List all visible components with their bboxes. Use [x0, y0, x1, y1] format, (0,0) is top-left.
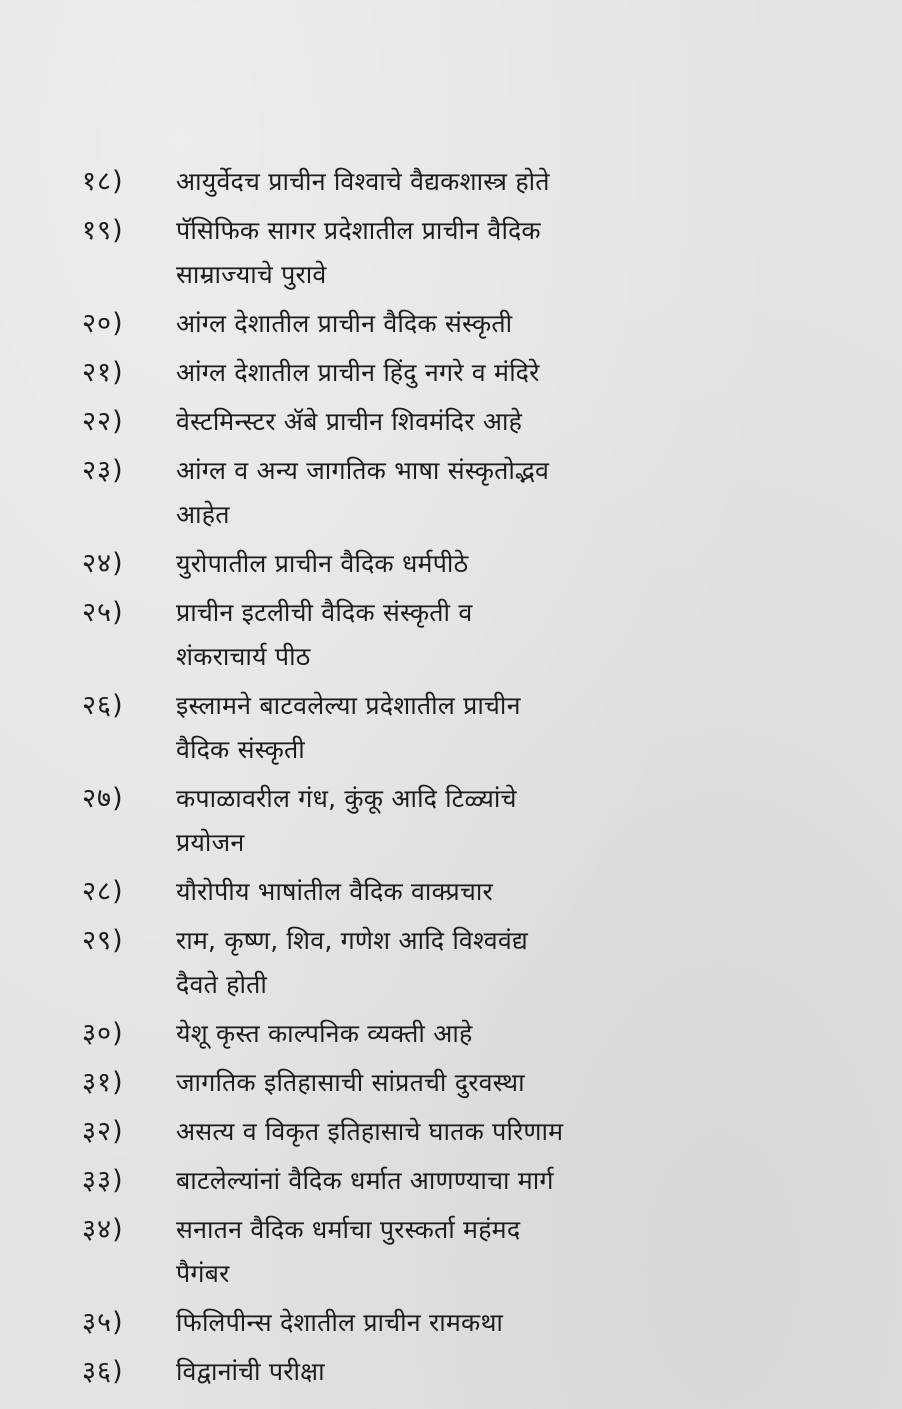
entry-number: २४) [82, 548, 124, 579]
entry-title [176, 449, 682, 537]
contents-entry [82, 209, 682, 297]
contents-entry [82, 351, 682, 395]
entry-title-line: युरोपातील प्राचीन वैदिक धर्मपीठे [176, 549, 469, 578]
entry-number: २०) [82, 308, 124, 339]
entry-number: ३६) [82, 1356, 124, 1387]
contents-entry [82, 1301, 682, 1345]
entry-title [176, 1159, 682, 1203]
entry-title [176, 1012, 682, 1056]
contents-entry [82, 1208, 682, 1296]
contents-entry [82, 449, 682, 537]
entry-title-line: येशू कृस्त काल्पनिक व्यक्ती आहे [176, 1019, 473, 1048]
entry-title [176, 209, 682, 297]
entry-title-line: पैगंबर [176, 1259, 230, 1288]
entry-number: ३२) [82, 1116, 124, 1147]
entry-title [176, 1061, 682, 1105]
contents-entry [82, 919, 682, 1007]
entry-title [176, 302, 682, 346]
entry-title [176, 400, 682, 444]
entry-number: १८) [82, 166, 124, 197]
contents-entry [82, 542, 682, 586]
contents-entry [82, 160, 682, 204]
entry-number: १९) [82, 215, 124, 246]
entry-title-line: आहेत [176, 500, 230, 529]
contents-entry [82, 684, 682, 772]
entry-title [176, 777, 682, 865]
entry-title-line: पॅसिफिक सागर प्रदेशातील प्राचीन वैदिक [176, 216, 541, 245]
entry-number: २९) [82, 925, 124, 956]
entry-number: २२) [82, 406, 124, 437]
entry-number: २६) [82, 690, 124, 721]
entry-title-line: असत्य व विकृत इतिहासाचे घातक परिणाम [176, 1117, 564, 1146]
entry-title [176, 160, 682, 204]
entry-title-line: वैदिक संस्कृती [176, 735, 305, 764]
contents-entry [82, 870, 682, 914]
entry-title-line: इस्लामने बाटवलेल्या प्रदेशातील प्राचीन [176, 691, 521, 720]
entry-number: ३१) [82, 1067, 124, 1098]
entry-number: ३०) [82, 1018, 124, 1049]
entry-number: ३३) [82, 1165, 124, 1196]
entry-title-line: बाटलेल्यांनां वैदिक धर्मात आणण्याचा मार्ग [176, 1166, 554, 1195]
entry-title-line: शंकराचार्य पीठ [176, 642, 311, 671]
entry-number: २७) [82, 783, 124, 814]
entry-number: २१) [82, 357, 124, 388]
entry-number: २८) [82, 876, 124, 907]
entry-title [176, 1301, 682, 1345]
contents-entry [82, 400, 682, 444]
entry-title-line: यौरोपीय भाषांतील वैदिक वाक्प्रचार [176, 877, 493, 906]
contents-entry [82, 1159, 682, 1203]
entry-title [176, 919, 682, 1007]
entry-title [176, 591, 682, 679]
contents-entry [82, 1350, 682, 1394]
entry-number: ३४) [82, 1214, 124, 1245]
entry-number: २३) [82, 455, 124, 486]
entry-title [176, 870, 682, 914]
entry-title [176, 1110, 682, 1154]
contents-entry [82, 1061, 682, 1105]
entry-title-line: दैवते होती [176, 970, 268, 999]
entry-title-line: राम, कृष्ण, शिव, गणेश आदि विश्ववंद्य [176, 926, 528, 955]
entry-title [176, 1208, 682, 1296]
entry-title-line: आंग्ल व अन्य जागतिक भाषा संस्कृतोद्भव [176, 456, 550, 485]
entry-title-line: विद्वानांची परीक्षा [176, 1357, 325, 1386]
entry-title-line: जागतिक इतिहासाची सांप्रतची दुरवस्था [176, 1068, 525, 1097]
contents-entry [82, 777, 682, 865]
entry-title-line: साम्राज्याचे पुरावे [176, 260, 327, 289]
contents-entry [82, 591, 682, 679]
entry-title [176, 684, 682, 772]
entry-title-line: आयुर्वेदच प्राचीन विश्वाचे वैद्यकशास्त्र होते [176, 167, 550, 196]
contents-entry [82, 1110, 682, 1154]
entry-number: २५) [82, 597, 124, 628]
contents-entry [82, 302, 682, 346]
contents-entry [82, 1012, 682, 1056]
entry-title-line: आंग्ल देशातील प्राचीन वैदिक संस्कृती [176, 309, 513, 338]
entry-title-line: कपाळावरील गंध, कुंकू आदि टिळ्यांचे [176, 784, 517, 813]
entry-title-line: प्राचीन इटलीची वैदिक संस्कृती व [176, 598, 473, 627]
entry-title-line: प्रयोजन [176, 828, 245, 857]
entry-title [176, 351, 682, 395]
entry-number: ३५) [82, 1307, 124, 1338]
entry-title [176, 1350, 682, 1394]
entry-title-line: वेस्टमिन्स्टर ॲबे प्राचीन शिवमंदिर आहे [176, 407, 523, 436]
entry-title-line: सनातन वैदिक धर्माचा पुरस्कर्ता महंमद [176, 1215, 521, 1244]
contents-list [82, 160, 682, 1399]
entry-title-line: आंग्ल देशातील प्राचीन हिंदु नगरे व मंदिरे [176, 358, 540, 387]
entry-title [176, 542, 682, 586]
entry-title-line: फिलिपीन्स देशातील प्राचीन रामकथा [176, 1308, 504, 1337]
